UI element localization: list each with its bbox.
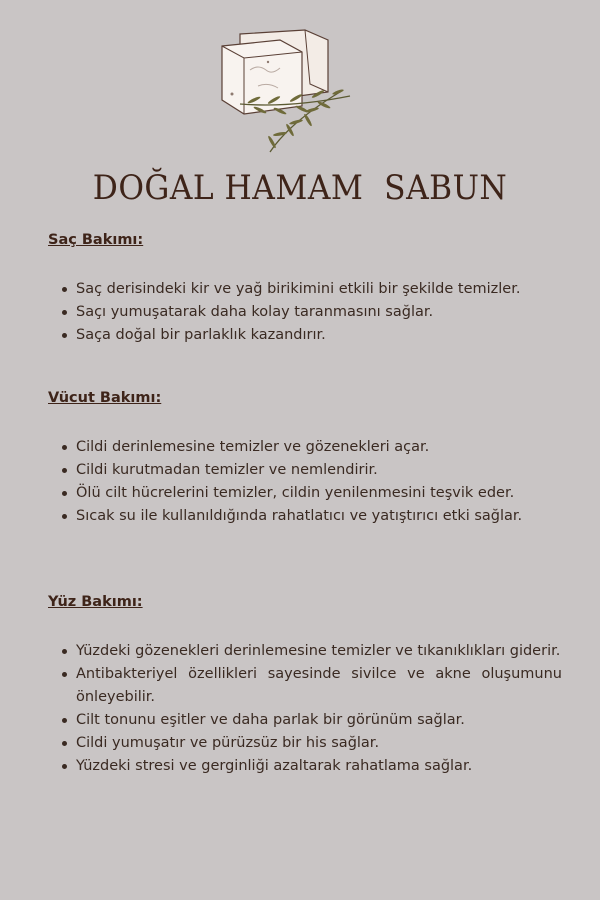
section-heading: Vücut Bakımı: bbox=[48, 390, 162, 406]
bullet-list bbox=[48, 640, 562, 778]
list-item: Cildi kurutmadan temizler ve nemlendirir. bbox=[76, 459, 562, 482]
list-item: Cildi yumuşatır ve pürüzsüz bir his sağlar. bbox=[76, 732, 562, 755]
bullet-list bbox=[48, 436, 562, 528]
list-item: Saç derisindeki kir ve yağ birikimini etkili bir şekilde temizler. bbox=[76, 278, 562, 301]
list-item: Yüzdeki gözenekleri derinlemesine temizler ve tıkanıklıkları giderir. bbox=[76, 640, 562, 663]
page-title: DOĞAL HAMAM SABUN bbox=[92, 168, 508, 208]
list-item: Saça doğal bir parlaklık kazandırır. bbox=[76, 324, 562, 347]
list-item: Saçı yumuşatarak daha kolay taranmasını sağlar. bbox=[76, 301, 562, 324]
section-hair-care bbox=[48, 232, 562, 347]
list-item: Cilt tonunu eşitler ve daha parlak bir görünüm sağlar. bbox=[76, 709, 562, 732]
section-body-care bbox=[48, 390, 562, 528]
section-heading: Yüz Bakımı: bbox=[48, 594, 143, 610]
bullet-list bbox=[48, 278, 562, 347]
list-item: Antibakteriyel özellikleri sayesinde sivilce ve akne oluşumunu önleyebilir. bbox=[76, 663, 562, 709]
list-item: Sıcak su ile kullanıldığında rahatlatıcı ve yatıştırıcı etki sağlar. bbox=[76, 505, 562, 528]
section-face-care bbox=[48, 594, 562, 778]
list-item: Ölü cilt hücrelerini temizler, cildin yenilenmesini teşvik eder. bbox=[76, 482, 562, 505]
section-heading: Saç Bakımı: bbox=[48, 232, 144, 248]
list-item: Yüzdeki stresi ve gerginliği azaltarak rahatlama sağlar. bbox=[76, 755, 562, 778]
list-item: Cildi derinlemesine temizler ve gözenekleri açar. bbox=[76, 436, 562, 459]
soap-rosemary-illustration bbox=[210, 22, 360, 160]
